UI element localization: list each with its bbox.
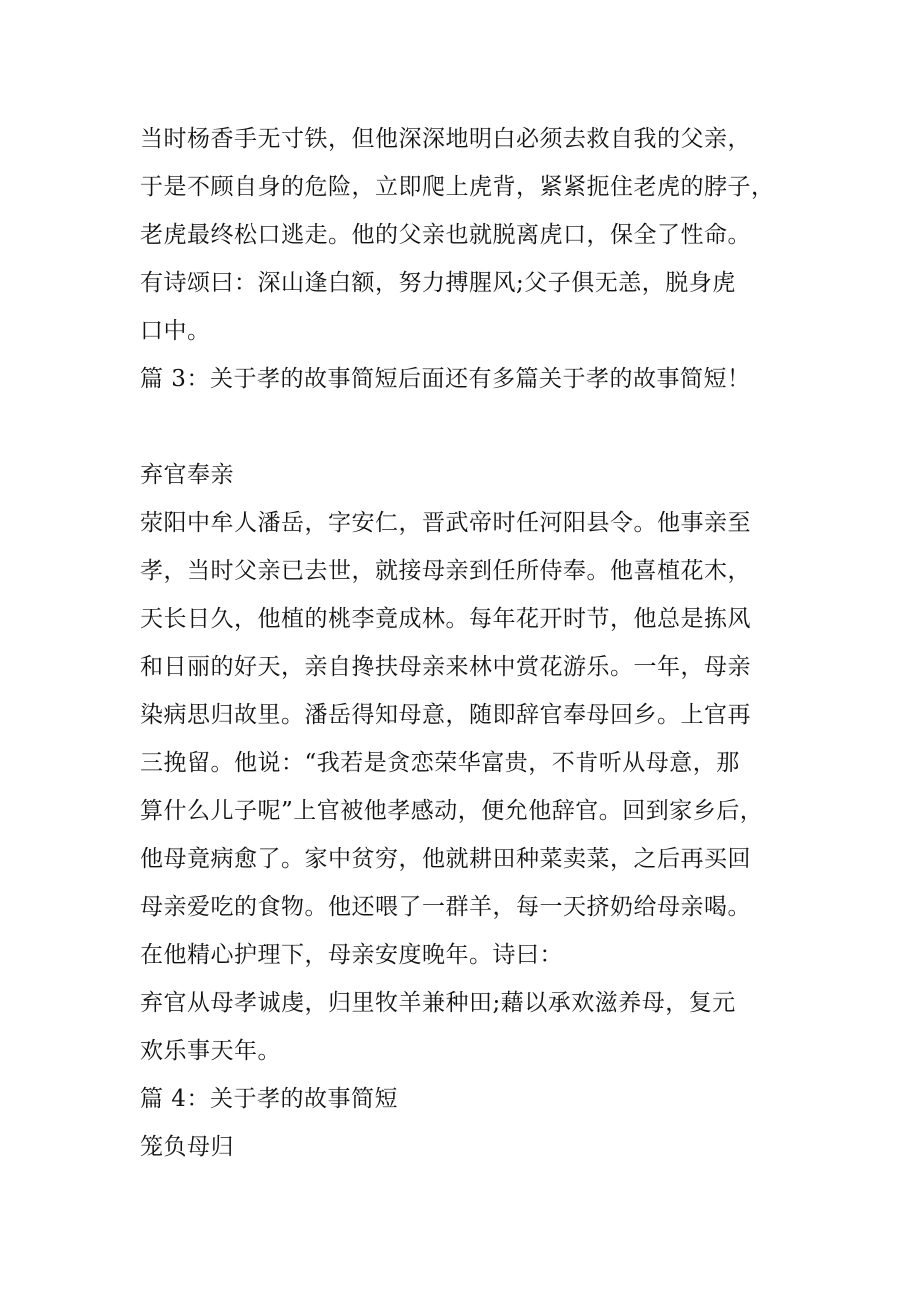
- text-line: 老虎最终松口逃走。他的父亲也就脱离虎口，保全了性命。: [140, 222, 751, 248]
- text-line: 于是不顾自身的危险，立即爬上虎背，紧紧扼住老虎的脖子，: [140, 174, 775, 200]
- story-title: 弃官奉亲: [140, 462, 234, 488]
- text-line: 染病思归故里。潘岳得知母意，随即辞官奉母回乡。上官再: [140, 702, 751, 728]
- body-text: [140, 115, 805, 1171]
- text-line: 口中。: [140, 318, 211, 344]
- text-line: 母亲爱吃的食物。他还喂了一群羊，每一天挤奶给母亲喝。: [140, 894, 751, 920]
- text-line: 荥阳中牟人潘岳，字安仁，晋武帝时任河阳县令。他事亲至: [140, 510, 751, 536]
- text-line: 孝，当时父亲已去世，就接母亲到任所侍奉。他喜植花木，: [140, 558, 751, 584]
- story-title: 笼负母归: [140, 1134, 234, 1160]
- text-line: 算什么儿子呢”上官被他孝感动，便允他辞官。回到家乡后，: [140, 798, 764, 824]
- blank-line: [140, 403, 805, 451]
- text-line: 有诗颂曰：深山逢白额，努力搏腥风;父子俱无恙，脱身虎: [140, 270, 736, 296]
- section-heading: 篇 4：关于孝的故事简短: [140, 1086, 398, 1112]
- section-heading: 篇 3：关于孝的故事简短后面还有多篇关于孝的故事简短！: [140, 366, 751, 392]
- text-line: 三挽留。他说：“我若是贪恋荣华富贵，不肯听从母意，那: [140, 750, 740, 776]
- text-line: 在他精心护理下，母亲安度晚年。诗曰：: [140, 942, 563, 968]
- text-line: 天长日久，他植的桃李竟成林。每年花开时节，他总是拣风: [140, 606, 751, 632]
- poem-line: 欢乐事天年。: [140, 1038, 281, 1064]
- poem-line: 弃官从母孝诚虔，归里牧羊兼种田;藉以承欢滋养母，复元: [140, 990, 736, 1016]
- text-line: 他母竟病愈了。家中贫穷，他就耕田种菜卖菜，之后再买回: [140, 846, 751, 872]
- text-line: 当时杨香手无寸铁，但他深深地明白必须去救自我的父亲，: [140, 126, 751, 152]
- text-line: 和日丽的好天，亲自搀扶母亲来林中赏花游乐。一年，母亲: [140, 654, 751, 680]
